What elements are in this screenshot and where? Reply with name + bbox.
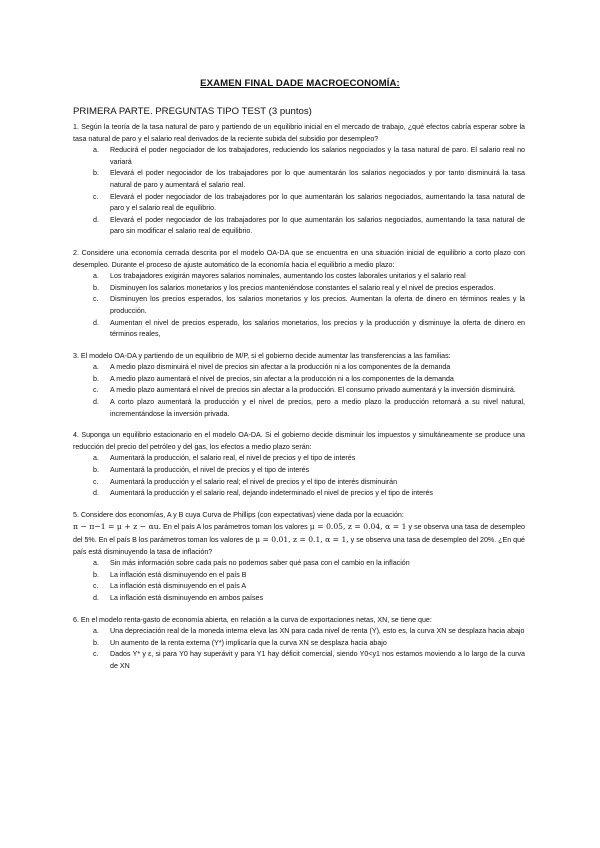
question-6-option-a[interactable]: a. Una depreciación real de la moneda interna eleva las XN para cada nivel de renta (Y), esto es, la curva XN se desplaza hacia abajo bbox=[93, 627, 525, 636]
question-2-option-c[interactable]: c. Disminuyen los precios esperados, los salarios monetarios y los precios. Aumentan la oferta de dinero en términos reales y la producción. bbox=[93, 295, 525, 315]
question-2-option-a[interactable]: a. Los trabajadores exigirán mayores salarios nominales, aumentando los costes laborales unitarios y el salario real bbox=[93, 272, 466, 281]
question-1-options bbox=[73, 145, 525, 238]
question-1-option-b[interactable]: b. Elevará el poder negociador de los trabajadores por lo que aumentarán los salarios negociados y por tanto disminuirá la tasa natural de paro y aumentará el salario real. bbox=[93, 169, 525, 189]
exam-title: EXAMEN FINAL DADE MACROECONOMÍA: bbox=[200, 78, 400, 89]
question-6-option-c[interactable]: c. Dados Y* y ε, si para Y0 hay superávit y para Y1 hay déficit comercial, siendo Y0<y1 nos estamos moviendo a lo largo de la curva de XN bbox=[93, 650, 525, 670]
question-3-option-a[interactable]: a. A medio plazo disminuirá el nivel de precios sin afectar a la producción ni a los componentes de la demanda bbox=[93, 363, 451, 372]
question-5-option-d[interactable]: d. La inflación está disminuyendo en ambos países bbox=[93, 593, 264, 602]
question-4-option-d[interactable]: d. Aumentará la producción y el salario real, dejando indeterminado el nivel de precios y el tipo de interés bbox=[93, 489, 433, 498]
question-6-stem: 6. En el modelo renta-gasto de economía abierta, en relación a la curva de exportaciones netas, XN, se tiene que: bbox=[73, 615, 432, 624]
question-5-option-b[interactable]: b. La inflación está disminuyendo en el país B bbox=[93, 570, 247, 579]
country-b-params: μ = 0.01, z = 0.1, α = 1, bbox=[255, 535, 349, 544]
question-1-option-a[interactable]: a. Reducirá el poder negociador de los trabajadores, reduciendo los salarios negociados y la tasa natural de paro. El salario real no variará bbox=[93, 146, 525, 166]
question-4-option-c[interactable]: c. Aumentará la producción y el salario real; el nivel de precios y el tipo de interés disminuirán bbox=[93, 477, 398, 486]
phillips-curve-formula: π − π−1 = μ + z − αu. bbox=[73, 522, 162, 532]
question-4-option-b[interactable]: b. Aumentará la producción, el nivel de precios y el tipo de interés bbox=[93, 466, 310, 475]
question-2-option-d[interactable]: d. Aumentan el nivel de precios esperado, los salarios monetarios, los precios y la producción y disminuye la oferta de dinero en términos reales, bbox=[93, 318, 525, 339]
questions-list bbox=[73, 122, 525, 673]
question-2-stem: 2. Considere una economía cerrada descrita por el modelo OA-DA que se encuentra en una situación inicial de equilibrio a corto plazo con desempleo. Durante el proceso de ajuste automático de la economía hacia el equilibrio a medio plazo: bbox=[73, 248, 525, 269]
question-4-stem: 4. Suponga un equilibrio estacionario en el modelo OA-DA. Si el gobierno decide disminuir los impuestos y simultáneamente se produce una reducción del precio del petróleo y del gas, los efectos a medio plazo serán: bbox=[73, 431, 525, 451]
question-6-options bbox=[73, 626, 525, 672]
question-1-stem: 1. Según la teoría de la tasa natural de paro y partiendo de un equilibrio inicial en el mercado de trabajo, ¿qué efectos cabría esperar sobre la tasa natural de paro y el salario real derivados de la reciente subida del subsidio por desempleo? bbox=[73, 123, 525, 143]
question-4-option-a[interactable]: a. Aumentará la producción, el salario real, el nivel de precios y el tipo de interés bbox=[93, 454, 356, 463]
question-5-stem: 5. Considere dos economías, A y B cuya Curva de Phillips (con expectativas) viene dada por la ecuación: π − π−1 = μ + z − αu. En el país A los parámetros toman los valores μ = 0.05, z = 0.04, α = 1 y se observa una tasa de desempleo del 5%. En el país B los parámetros toman los valores de μ = 0.01, z = 0.1, α = 1, y se observa una tasa de desempleo del 20%. ¿En qué país está disminuyendo la tasa de inflación? bbox=[73, 510, 525, 556]
question-3-option-c[interactable]: c. A medio plazo aumentará el nivel de precios sin afectar a la producción. El consumo privado aumentará y la inversión disminuirá. bbox=[93, 386, 516, 395]
question-5-options bbox=[73, 558, 525, 604]
question-3-options bbox=[73, 362, 525, 420]
question-3-stem: 3. El modelo OA-DA y partiendo de un equilibrio de M/P, si el gobierno decide aumentar las transferencias a las familias: bbox=[73, 351, 451, 360]
question-2-option-b[interactable]: b. Disminuyen los salarios monetarios y los precios manteniéndose constantes el salario real y el nivel de precios esperados. bbox=[93, 283, 496, 292]
question-5-option-c[interactable]: c. La inflación está disminuyendo en el país A bbox=[93, 582, 247, 591]
section-heading: PRIMERA PARTE. PREGUNTAS TIPO TEST (3 puntos) bbox=[73, 106, 312, 117]
question-1-option-c[interactable]: c. Elevará el poder negociador de los trabajadores por lo que aumentarán los salarios negociados, aumentando la tasa natural de paro y el salario real de equilibrio. bbox=[93, 192, 525, 213]
question-1-option-d[interactable]: d. Elevará el poder negociador de los trabajadores por lo que aumentarán los salarios negociados, aumentando la tasa natural de paro sin modificar el salario real de equilibrio. bbox=[93, 215, 525, 236]
question-5-stem-intro: 5. Considere dos economías, A y B cuya Curva de Phillips (con expectativas) viene dada por la ecuación: bbox=[73, 510, 404, 519]
question-2-options bbox=[73, 271, 525, 341]
question-5-option-a[interactable]: a. Sin más información sobre cada país no podemos saber qué pasa con el cambio en la inflación bbox=[93, 559, 410, 568]
question-3-option-d[interactable]: d. A corto plazo aumentará la producción y el nivel de precios, pero a medio plazo la producción retornará a su nivel natural, incrementándose la inversión privada. bbox=[93, 398, 525, 418]
country-a-params: μ = 0.05, z = 0.04, α = 1 bbox=[309, 522, 407, 532]
question-6-option-b[interactable]: b. Un aumento de la renta externa (Y*) implicaría que la curva XN se desplaza hacia abajo bbox=[93, 638, 387, 647]
question-3-option-b[interactable]: b. A medio plazo aumentará el nivel de precios, sin afectar a la producción ni a los componentes de la demanda bbox=[93, 374, 454, 383]
question-4-options bbox=[73, 453, 525, 499]
